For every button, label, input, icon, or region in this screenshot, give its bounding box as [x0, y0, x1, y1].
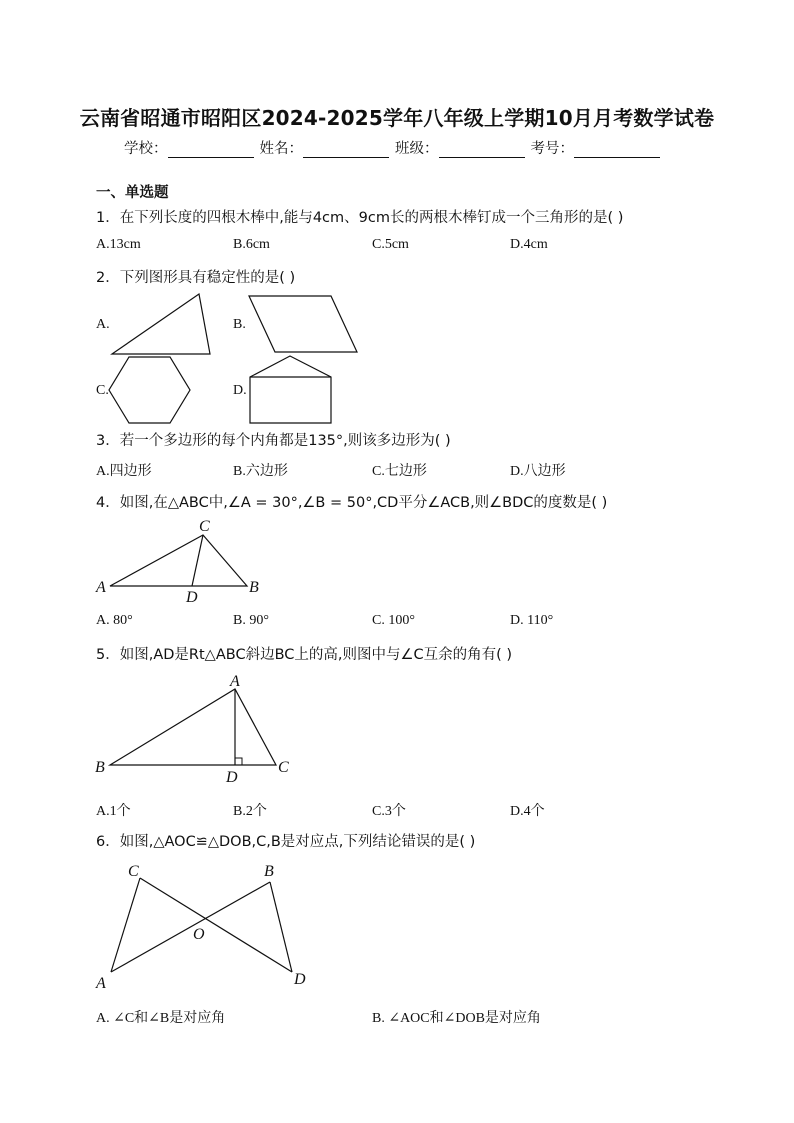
q6-option-a[interactable]: A. ∠C和∠B是对应角	[96, 1011, 226, 1026]
q3-option-a[interactable]: A.四边形	[96, 464, 152, 479]
page-title: 云南省昭通市昭阳区2024-2025学年八年级上学期10月月考数学试卷	[79, 106, 715, 130]
q4-option-c[interactable]: C. 100°	[372, 613, 415, 628]
q4-label-b: B	[249, 579, 259, 596]
q5-label-c: C	[278, 759, 289, 776]
q4-label-d: D	[186, 589, 198, 606]
q6-segment-bd	[270, 882, 292, 972]
q1-option-d[interactable]: D.4cm	[510, 237, 548, 252]
q5-option-c[interactable]: C.3个	[372, 804, 406, 819]
q2-option-b[interactable]: B.	[233, 317, 246, 332]
school-label: 学校：	[124, 141, 168, 157]
q6-segment-cd	[140, 878, 292, 972]
q5-label-d: D	[226, 769, 238, 786]
q5-label-a: A	[230, 673, 240, 690]
q4-label-a: A	[96, 579, 106, 596]
q5-option-a[interactable]: A.1个	[96, 804, 131, 819]
exam-number-label: 考号：	[530, 141, 574, 157]
question-4-text: 4．如图,在△ABC中,∠A = 30°,∠B = 50°,CD平分∠ACB,则∠BDC的度数是( )	[96, 495, 608, 511]
q6-label-o: O	[193, 926, 205, 943]
q5-option-d[interactable]: D.4个	[510, 804, 545, 819]
q6-label-a: A	[96, 975, 106, 992]
q5-option-b[interactable]: B.2个	[233, 804, 267, 819]
q4-option-d[interactable]: D. 110°	[510, 613, 554, 628]
class-label: 班级：	[395, 141, 439, 157]
q1-option-c[interactable]: C.5cm	[372, 237, 409, 252]
q6-label-d: D	[294, 971, 306, 988]
q3-option-d[interactable]: D.八边形	[510, 464, 566, 479]
q4-option-b[interactable]: B. 90°	[233, 613, 269, 628]
q1-option-a[interactable]: A.13cm	[96, 237, 141, 252]
question-6-text: 6．如图,△AOC≌△DOB,C,B是对应点,下列结论错误的是( )	[96, 834, 476, 850]
q3-option-c[interactable]: C.七边形	[372, 464, 427, 479]
question-5-text: 5．如图,AD是Rt△ABC斜边BC上的高,则图中与∠C互余的角有( )	[96, 647, 513, 663]
q6-label-b: B	[264, 863, 274, 880]
q3-option-b[interactable]: B.六边形	[233, 464, 288, 479]
name-label: 姓名：	[259, 141, 303, 157]
q4-label-c: C	[199, 518, 210, 535]
q1-option-b[interactable]: B.6cm	[233, 237, 270, 252]
q6-option-b[interactable]: B. ∠AOC和∠DOB是对应角	[372, 1011, 541, 1026]
question-1-text: 1．在下列长度的四根木棒中,能与4cm、9cm长的两根木棒钉成一个三角形的是( )	[96, 210, 624, 226]
q2-option-a[interactable]: A.	[96, 317, 110, 332]
q2-option-c[interactable]: C.	[96, 383, 109, 398]
q4-option-a[interactable]: A. 80°	[96, 613, 133, 628]
section-title: 一、单选题	[96, 185, 169, 201]
q5-label-b: B	[95, 759, 105, 776]
q6-label-c: C	[128, 863, 139, 880]
q2-option-d[interactable]: D.	[233, 383, 247, 398]
question-3-text: 3．若一个多边形的每个内角都是135°,则该多边形为( )	[96, 433, 451, 449]
question-2-text: 2．下列图形具有稳定性的是( )	[96, 270, 296, 286]
